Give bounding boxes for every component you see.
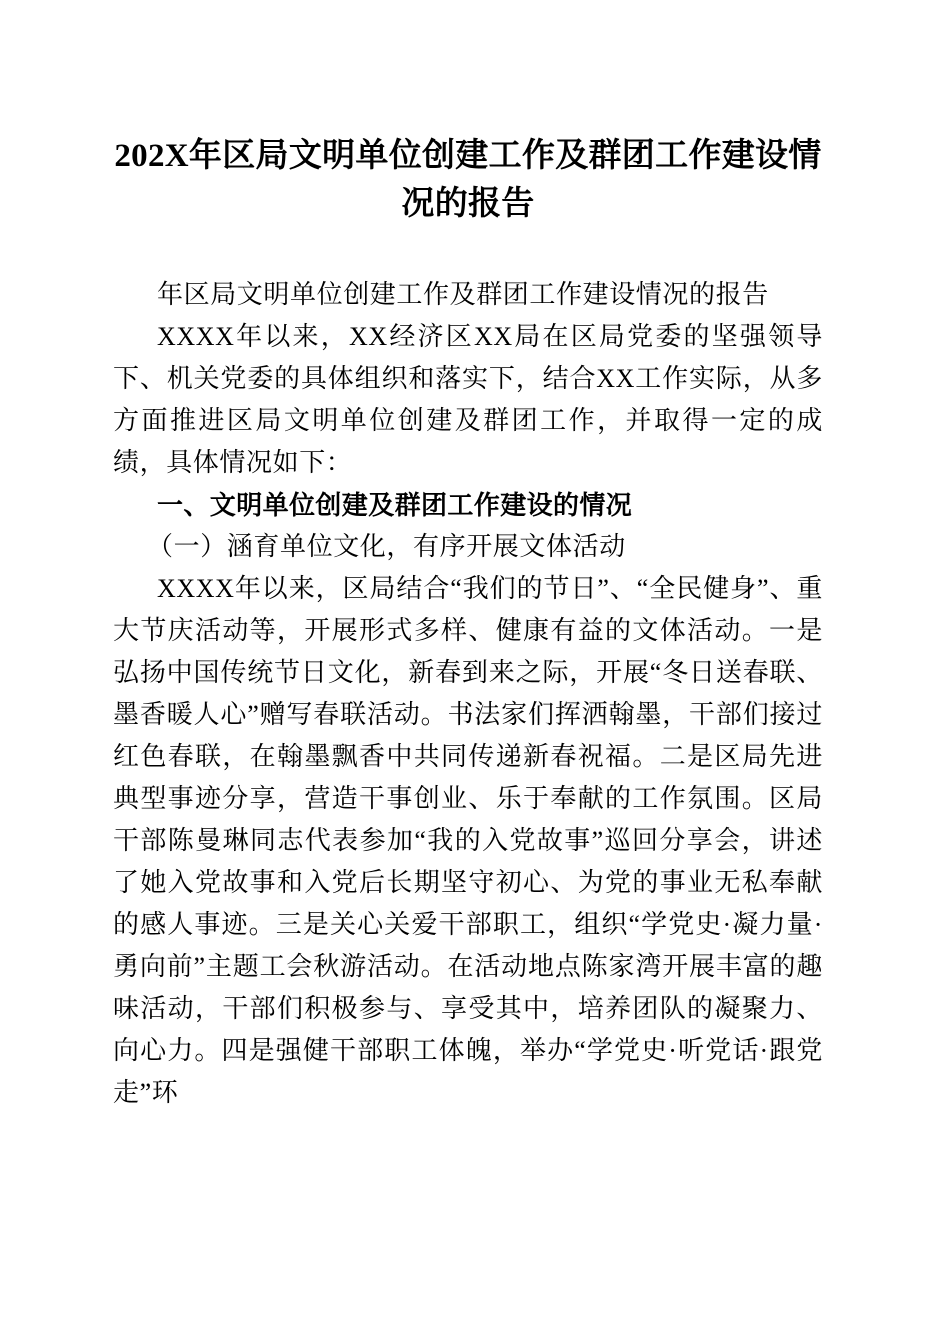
section-1-heading: 一、文明单位创建及群团工作建设的情况: [157, 490, 633, 520]
page-title: 202X年区局文明单位创建工作及群团工作建设情况的报告: [114, 138, 822, 222]
subtitle-line: 年区局文明单位创建工作及群团工作建设情况的报告: [157, 280, 769, 309]
title-spacer: [113, 228, 823, 274]
document-text-column: [113, 0, 823, 1114]
section-1-1-heading: （一）涵育单位文化，有序开展文体活动: [147, 532, 626, 561]
opening-paragraph: XXXX年以来，XX经济区XX局在区局党委的坚强领导下、机关党委的具体组织和落实下，结合XX工作实际，从多方面推进区局文明单位创建及群团工作，并取得一定的成绩，具体情况如下：: [113, 322, 823, 477]
section-1-1-body: XXXX年以来，区局结合“我们的节日”、“全民健身”、重大节庆活动等，开展形式多样、健康有益的文体活动。一是弘扬中国传统节日文化，新春到来之际，开展“冬日送春联、墨香暖人心”赠写春联活动。书法家们挥洒翰墨，干部们接过红色春联，在翰墨飘香中共同传递新春祝福。二是区局先进典型事迹分享，营造干事创业、乐于奉献的工作氛围。区局干部陈曼琳同志代表参加“我的入党故事”巡回分享会，讲述了她入党故事和入党后长期坚守初心、为党的事业无私奉献的感人事迹。三是关心关爱干部职工，组织“学党史·凝力量·勇向前”主题工会秋游活动。在活动地点陈家湾开展丰富的趣味活动，干部们积极参与、享受其中，培养团队的凝聚力、向心力。四是强健干部职工体魄，举办“学党史·听党话·跟党走”环: [113, 574, 823, 1107]
